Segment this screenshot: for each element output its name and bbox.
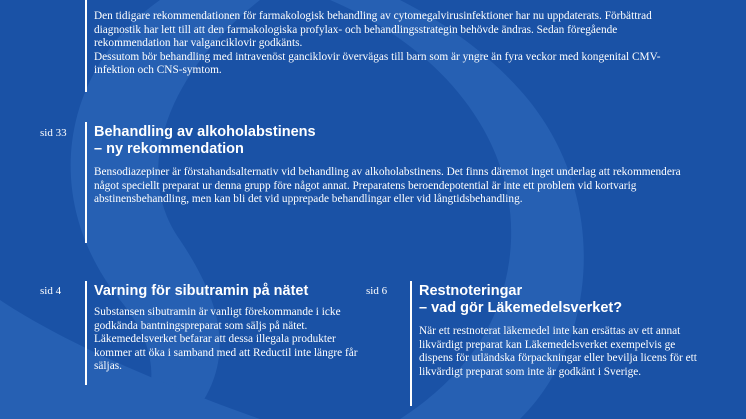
sibutramin-heading: Varning för sibutramin på nätet: [94, 283, 309, 299]
alcohol-heading-line1: Behandling av alkoholabstinens: [94, 124, 316, 140]
alcohol-heading: [94, 124, 694, 158]
alcohol-page-ref: sid 33: [40, 127, 67, 139]
alcohol-heading-line2: – ny rekommendation: [94, 141, 244, 157]
sibutramin-body: Substansen sibutramin är vanligt förekommande i icke godkända bantningspreparat som säljs på nätet. Läkemedelsverket befarar att dessa illegala produkter kommer att öka i samband med att Reductil inte längre får säljas.: [94, 306, 358, 373]
restnotering-heading-line1: Restnoteringar: [419, 283, 523, 299]
top-article-paragraph-2: Dessutom bör behandling med intravenöst ganciklovir övervägas till barn som är yngre än fyra veckor med kongenital CMV-infektion och CNS-symtom.: [94, 50, 661, 77]
top-article-paragraph-1: Den tidigare rekommendationen för farmakologisk behandling av cytomegalvirusinfektioner har nu uppdaterats. Förbättrad diagnostik har lett till att den farmakologiska profylax- och behandlingsstrategin behövde ändras. Sedan föregående rekommendation har valganciklovir godkänts.: [94, 10, 652, 50]
sibutramin-page-ref: sid 4: [40, 285, 62, 297]
restnotering-article-rule: [410, 281, 412, 406]
restnotering-body: När ett restnoterat läkemedel inte kan ersättas av ett annat likvärdigt preparat kan Läkemedelsverket exempelvis ge dispens för utländska förpackningar eller bevilja licens för ett likvärdigt preparat som inte är godkänt i Sverige.: [419, 325, 697, 378]
restnotering-heading: [419, 283, 719, 317]
top-article-rule: [85, 0, 87, 92]
restnotering-heading-line2: – vad gör Läkemedelsverket?: [419, 300, 623, 316]
sibutramin-article-rule: [85, 281, 87, 385]
top-article-body: [94, 10, 694, 78]
alcohol-article-rule: [85, 122, 87, 243]
alcohol-body: Bensodiazepiner är förstahandsalternativ vid behandling av alkoholabstinens. Det finns däremot inget underlag att rekommendera något speciellt preparat ur denna grupp före något annat. Preparatens beroendepotential är inte ett problem vid kortvarig abstinensbehandling, men kan bli det vid upprepade behandlingar eller vid långtidsbehandling.: [94, 166, 681, 206]
restnotering-page-ref: sid 6: [366, 285, 388, 297]
